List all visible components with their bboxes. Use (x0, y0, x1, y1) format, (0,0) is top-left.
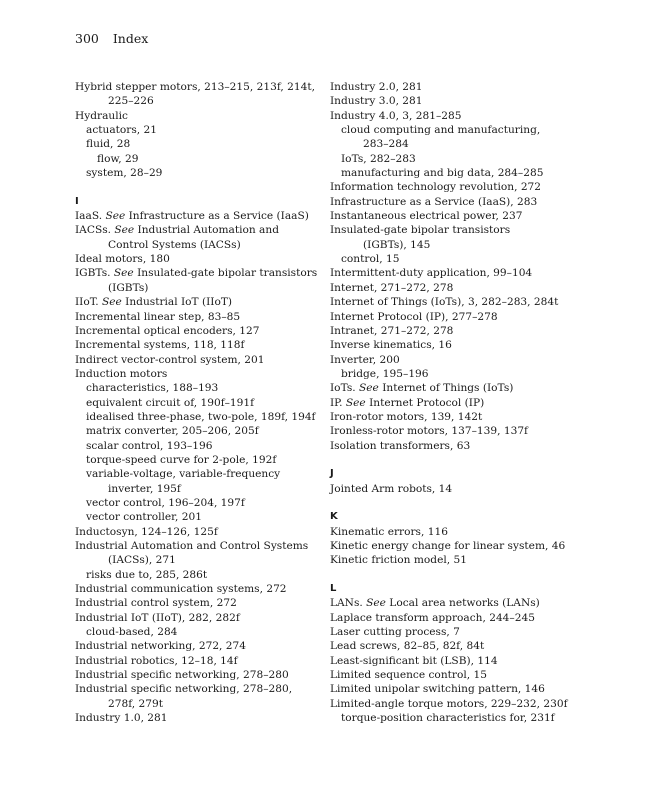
index-entry: Induction motors (75, 367, 168, 380)
index-entry: Kinetic friction model, 51 (330, 554, 467, 567)
index-entry: Lead screws, 82–85, 82f, 84t (330, 640, 485, 653)
index-entry: IGBTs. See Insulated-gate bipolar transistors (75, 267, 318, 280)
index-subentry: torque-speed curve for 2-pole, 192f (86, 453, 277, 466)
index-entry: IACSs. See Industrial Automation and (75, 224, 279, 237)
index-entry: IIoT. See Industrial IoT (IIoT) (75, 296, 233, 309)
index-entry: Jointed Arm robots, 14 (330, 482, 453, 495)
index-column-left (75, 80, 318, 725)
index-entry: Hybrid stepper motors, 213–215, 213f, 214t, (75, 81, 315, 93)
index-subentry: 225–226 (108, 95, 154, 108)
index-entry: Industrial communication systems, 272 (75, 583, 287, 596)
index-entry: Limited-angle torque motors, 229–232, 230f (330, 697, 568, 710)
index-entry: Ironless-rotor motors, 137–139, 137f (330, 425, 528, 438)
index-entry: Industrial control system, 272 (75, 597, 237, 610)
index-subentry: (IGBTs), 145 (363, 238, 431, 251)
index-entry: Ideal motors, 180 (75, 253, 170, 266)
section-letter: I (75, 195, 79, 207)
index-entry: Laser cutting process, 7 (330, 626, 460, 639)
index-entry: Isolation transformers, 63 (330, 439, 471, 452)
index-subentry: cloud-based, 284 (86, 626, 178, 639)
index-entry: Industrial Automation and Control Systems (75, 540, 309, 552)
index-entry: Infrastructure as a Service (IaaS), 283 (330, 195, 538, 208)
index-subentry: actuators, 21 (86, 124, 157, 137)
index-entry: Iron-rotor motors, 139, 142t (330, 410, 483, 423)
index-entry: Indirect vector-control system, 201 (75, 353, 265, 366)
index-entry: Industrial specific networking, 278–280 (75, 669, 289, 682)
index-subentry: system, 28–29 (86, 167, 163, 180)
index-entry: Insulated-gate bipolar transistors (330, 224, 511, 237)
index-entry: Industry 2.0, 281 (330, 81, 423, 93)
index-entry: Kinetic energy change for linear system, 46 (330, 540, 566, 552)
index-subentry: (IACSs), 271 (108, 554, 176, 567)
index-entry: Inverse kinematics, 16 (330, 339, 452, 352)
index-subentry: bridge, 195–196 (341, 367, 429, 380)
index-entry: Intermittent-duty application, 99–104 (330, 267, 533, 280)
index-subentry: control, 15 (341, 253, 400, 266)
index-entry: Industrial specific networking, 278–280, (75, 683, 293, 696)
index-column-right (330, 80, 580, 725)
index-entry: Laplace transform approach, 244–245 (330, 611, 535, 624)
index-entry: Limited unipolar switching pattern, 146 (330, 683, 545, 696)
index-entry: Inverter, 200 (330, 353, 400, 366)
section-letter: L (330, 583, 337, 595)
index-subentry: cloud computing and manufacturing, (341, 124, 541, 137)
index-entry: Information technology revolution, 272 (330, 181, 542, 194)
index-subentry: Control Systems (IACSs) (108, 238, 241, 251)
index-subentry: manufacturing and big data, 284–285 (341, 167, 544, 180)
index-entry: Internet, 271–272, 278 (330, 281, 454, 294)
index-entry: Industrial robotics, 12–18, 14f (75, 654, 238, 667)
index-subentry: vector controller, 201 (86, 511, 202, 524)
index-entry: IP. See Internet Protocol (IP) (330, 396, 485, 409)
index-subentry: (IGBTs) (108, 281, 149, 294)
index-entry: Limited sequence control, 15 (330, 669, 487, 682)
index-entry: Incremental optical encoders, 127 (75, 324, 260, 337)
index-subentry: vector control, 196–204, 197f (86, 496, 245, 509)
index-subentry: scalar control, 193–196 (86, 439, 213, 452)
index-subentry: IoTs, 282–283 (341, 152, 416, 165)
index-entry: Industrial networking, 272, 274 (75, 640, 247, 653)
index-entry: IoTs. See Internet of Things (IoTs) (330, 382, 514, 395)
running-header (75, 31, 148, 46)
page-number: 300 (75, 31, 99, 46)
index-subentry: variable-voltage, variable-frequency (86, 468, 281, 481)
index-subentry: characteristics, 188–193 (86, 382, 219, 395)
section-letter: J (330, 468, 334, 480)
index-entry: Instantaneous electrical power, 237 (330, 210, 523, 223)
page-title: Index (112, 31, 149, 46)
index-entry: IaaS. See Infrastructure as a Service (IaaS) (75, 210, 309, 223)
index-entry: Industrial IoT (IIoT), 282, 282f (75, 611, 240, 624)
index-entry: Incremental linear step, 83–85 (75, 310, 241, 323)
index-entry: Internet of Things (IoTs), 3, 282–283, 284t (330, 296, 559, 309)
index-subentry: flow, 29 (97, 152, 139, 165)
index-subentry: fluid, 28 (86, 138, 131, 151)
index-entry: Incremental systems, 118, 118f (75, 339, 245, 352)
index-entry: Internet Protocol (IP), 277–278 (330, 310, 498, 323)
section-gap (330, 568, 580, 582)
index-entry: Kinematic errors, 116 (330, 525, 448, 538)
index-subentry: 278f, 279t (108, 697, 163, 710)
index-entry: Industry 1.0, 281 (75, 712, 168, 725)
index-subentry: equivalent circuit of, 190f–191f (86, 396, 255, 409)
index-entry: Intranet, 271–272, 278 (330, 324, 454, 337)
index-subentry: idealised three-phase, two-pole, 189f, 194f (86, 410, 316, 423)
section-gap (330, 453, 580, 467)
section-letter: K (330, 511, 338, 523)
index-entry: Least-significant bit (LSB), 114 (330, 654, 498, 667)
index-subentry: risks due to, 285, 286t (86, 568, 208, 581)
index-subentry: 283–284 (363, 138, 409, 151)
index-subentry: torque-position characteristics for, 231f (341, 712, 555, 725)
index-entry: Inductosyn, 124–126, 125f (75, 525, 218, 538)
index-entry: LANs. See Local area networks (LANs) (330, 597, 540, 610)
index-entry: Industry 3.0, 281 (330, 95, 423, 108)
section-gap (330, 496, 580, 510)
index-subentry: matrix converter, 205–206, 205f (86, 425, 259, 438)
section-gap (75, 180, 315, 194)
index-entry: Industry 4.0, 3, 281–285 (330, 109, 462, 122)
index-entry: Hydraulic (75, 109, 128, 122)
index-subentry: inverter, 195f (108, 482, 181, 495)
